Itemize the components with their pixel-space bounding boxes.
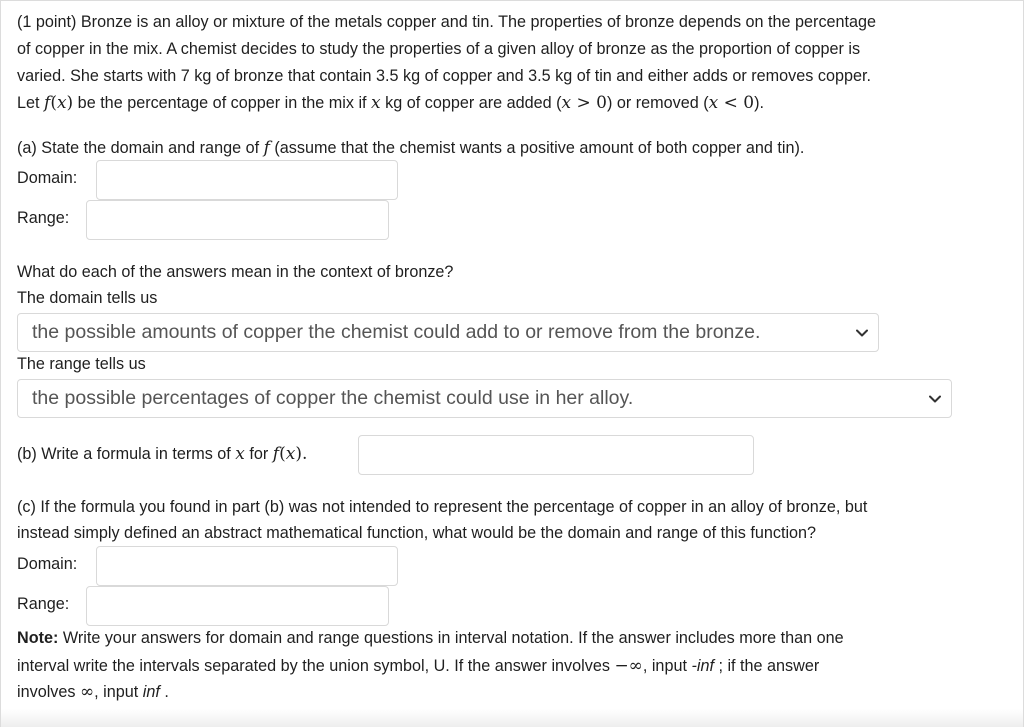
chevron-down-icon [929,395,941,403]
math-condition: > 0 [571,93,607,113]
text: , input [642,657,692,675]
text: for [244,445,273,463]
part-a-domain-input[interactable] [96,160,398,200]
context-question: What do each of the answers mean in the context of bronze? [17,263,454,281]
text: be the percentage of copper in the mix if [73,94,372,112]
range-tells-label: The range tells us [17,355,146,373]
text: (assume that the chemist wants a positive amount of both copper and tin). [269,139,805,157]
bottom-shade [1,709,1023,727]
text: (a) State the domain and range of [17,139,264,157]
part-b-question [17,444,307,464]
part-c-line-1: (c) If the formula you found in part (b) was not intended to represent the percentage of copper in an alloy of bronze, but [17,498,868,516]
formula-input[interactable] [358,435,754,475]
note-line-2 [17,656,819,676]
part-c-range-input[interactable] [86,586,389,626]
math-paren: ). [295,444,308,464]
negative-infinity-symbol: −∞ [614,656,643,676]
text: interval write the intervals separated by the union symbol, U. If the answer involves [17,657,615,675]
infinity-symbol: ∞ [79,682,95,702]
part-a-question [17,138,804,158]
math-paren: ( [50,93,57,113]
math-x: x [235,444,245,464]
intro-line-4 [17,93,764,113]
math-paren: ) [66,93,74,113]
text: Let [17,94,45,112]
part-c-domain-input[interactable] [96,546,398,586]
input-hint-neg-inf: -inf [691,657,714,675]
math-x: x [708,93,719,113]
intro-line-3: varied. She starts with 7 kg of bronze that contain 3.5 kg of copper and 3.5 kg of tin and either adds or removes copper. [17,67,871,85]
text: ). [754,94,765,112]
part-c-range-label: Range: [17,595,70,613]
text: ) or removed ( [607,94,709,112]
note-line-3 [17,682,169,702]
part-c-line-2: instead simply defined an abstract mathematical function, what would be the domain and range of this function? [17,524,817,542]
math-x: x [371,93,381,113]
text: Write your answers for domain and range questions in interval notation. If the answer includes more than one [58,629,844,647]
math-f: f [44,93,51,113]
text: , input [94,683,143,701]
text: . [159,683,169,701]
part-a-range-input[interactable] [86,200,389,240]
text: (b) Write a formula in terms of [17,445,236,463]
range-meaning-select[interactable] [17,379,952,418]
range-meaning-selected: the possible percentages of copper the chemist could use in her alloy. [32,387,634,409]
domain-meaning-select[interactable] [17,313,879,352]
intro-line-1: (1 point) Bronze is an alloy or mixture of the metals copper and tin. The properties of bronze depends on the percentage [17,13,877,31]
math-x: x [56,93,67,113]
text: involves [17,683,80,701]
text: ; if the answer [713,657,820,675]
math-x: x [285,444,296,464]
part-a-range-label: Range: [17,209,70,227]
math-condition: < 0 [718,93,755,113]
math-paren: ( [279,444,286,464]
note-bold: Note: [17,629,59,647]
intro-line-2: of copper in the mix. A chemist decides to study the properties of a given alloy of bronze as the proportion of copper is [17,40,861,58]
math-f: f [272,444,280,464]
input-hint-inf: inf [142,683,160,701]
domain-meaning-selected: the possible amounts of copper the chemist could add to or remove from the bronze. [32,321,761,343]
chevron-down-icon [856,329,868,337]
part-a-domain-label: Domain: [17,169,78,187]
text: kg of copper are added ( [380,94,562,112]
math-f: f [263,138,270,158]
math-x: x [561,93,572,113]
part-c-domain-label: Domain: [17,555,78,573]
domain-tells-label: The domain tells us [17,289,158,307]
note-line-1 [17,629,844,648]
